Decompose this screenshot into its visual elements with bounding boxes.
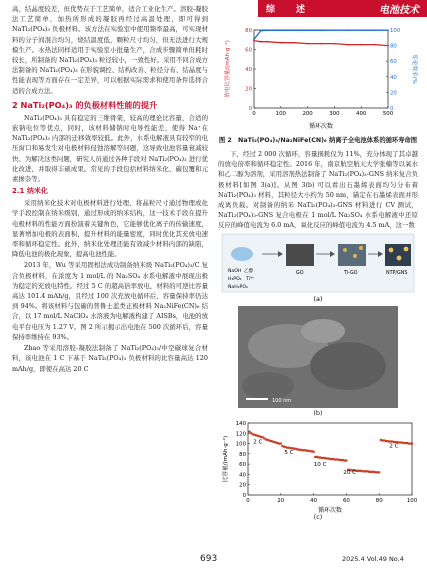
figure-2-cycle-life-chart [218, 24, 418, 134]
y-axis-label-right: 库伦效率/% [411, 54, 417, 84]
x-tick-label: 0 [252, 111, 256, 117]
data-point [334, 43, 336, 45]
y-tick-label-right: 20 [390, 90, 397, 97]
header-mark-2: 述 [296, 5, 306, 15]
section-heading: 2 NaTi₂(PO₄)₃ 的负极材料性能的提升 [12, 99, 158, 110]
data-point [293, 42, 295, 44]
x-tick-label: 60 [342, 497, 350, 504]
data-point [334, 29, 336, 31]
tem-region [242, 372, 294, 400]
data-point [320, 29, 322, 31]
particle [359, 246, 363, 250]
rate-annotation: 5 C [284, 449, 294, 456]
y-tick-label: 80 [239, 451, 246, 458]
journal-header-bar [258, 0, 427, 17]
data-point [387, 29, 389, 31]
data-point [360, 29, 362, 31]
y-tick-label-right: 100 [390, 28, 401, 34]
data-point [320, 43, 322, 45]
y-tick-label-left: 40 [245, 67, 252, 73]
data-point [267, 29, 269, 31]
x-axis-label: 循环次数 [308, 123, 334, 130]
data-point [293, 29, 295, 31]
data-point [267, 41, 269, 43]
x-tick-label: 20 [277, 497, 285, 504]
data-point [347, 44, 349, 46]
tem-region [310, 342, 386, 390]
figure-3c-rate-chart [218, 419, 418, 515]
particle [343, 248, 347, 252]
tem-region [301, 319, 345, 343]
paragraph: Zhao 等采用溶胶-凝胶法制备了 NaTi₂(PO₄)₃/中空碳球复合材料，该电池在 1 C 下基于 NaTi₂(PO₄)₃ 负极材料的比容量高达 120 mAh/g，即使在高达 20 C [12, 344, 208, 373]
particle [397, 255, 402, 260]
particle [404, 246, 409, 251]
tem-texture [238, 306, 398, 408]
paragraph: 下，经过 2 000 次循环，容量损耗仅为 11%，充分体现了其卓越的放电倍率和循环稳定性。2016 年，南京航空航天大学张楠等以氧水和乙二醇为溶剂，采用溶剂热法制备了 NaTi₂(PO₄)₃-GNS 纳米复合负极材料[如图 3(a)]。从图 3(b) 可以看出石墨烯表面均匀分布着 NaTi₂(PO₄)₃ 材料，其粒径大小约为 50 nm，锚定在石墨烯表面并形成离负载。对制备的纳米 NaTi₂(PO₄)₃-GNS 材料进行 CV 测试，NaTi₂(PO₄)₃-GNS 复合电极在 1 mol/L Na₂SO₄ 水系电解液中还原反应的峰值电流为 6.0 mA，氧化反应的峰值电流为 4.5 mA，这一数 [218, 150, 418, 230]
x-tick-label: 80 [375, 497, 383, 504]
right-column [218, 24, 418, 523]
paragraph: 2013 年，Wu 等采用固相法成功制备纳米级 NaTi₂(PO₄)₃/C 复合负极材料，在浓度为 1 mol/L 的 Na₂SO₄ 水系电解液中展现出极为稳定的充放电特性。经过 5 C 的超高倍率放电，材料的可逆比容量高达 101.4 mAh/g，且经过 100 次充放电循环后，容量保持率仍达到 94%。将该材料与包碳的普鲁士蓝类正极材料 Na₂NiFe(CN)₆ 结合，以 17 mol/L NaClO₄ 水溶液为电解液构建了 AISBs，电池的放电平台电压为 1.27 V。图 2 所示揭示出电池在 500 次循环后，容量保持率维持在 93%。 [12, 261, 208, 341]
reactant-beaker [231, 247, 253, 261]
paragraph: NaTi₂(PO₄)₃ 具有稳定的三维骨架，较高的理论比容量，合适的嵌钠电位等优点，同时，该材料储钠时电导性能差，使得 Na⁺在 NaTi₂(PO₄)₃ 内部的迁移效率较低。此外，水系电解液具有较窄的电压窗口和易发生对电极材料侵蚀溶解等问题，这导致电池容量衰减较快。为解决这类问题，研究人员通过各种手段对 NaTi₂(PO₄)₃ 进行优化改进，并取得丰硕成果。常见的手段包括材料纳米化、碳包覆和元素掺杂等。 [12, 113, 208, 184]
paragraph: 高、结晶度较差，但优势在于工艺简单，适合工业化生产。溶胶-凝胶法工艺简单，加热所形成的凝胶再经过高温处理，即可得到 NaTi₂(PO₄)₃ 负极材料。该方法在实验室中使用频率最高，可实现材料的分子间混合均匀，烧结温度低，颗粒尺寸均匀，但无法进行大规模生产。水热法同样适用于实验室小批量生产，合成步骤简单但耗时较长，所制备的 NaTi₂(PO₄)₃ 粒径较小，一致性好。采用不同合成方法制备的 NaTi₂(PO₄)₃ 在形貌调控、结构改善、粒径分布、结晶度与性能表现等方面存在一定差异，可以根据实际需求和使用条件选择合适的合成方法。 [12, 5, 208, 95]
paragraph: 采用纳米化技术对电极材料进行处理，将晶粒尺寸通过物理或化学手段控制在纳米级别，通过形成的纳米结构，这一技术手段在提升电极材料的性能方面扮演着关键角色，它能够优化离子的传输速度，显著增加电极的表面积，提升材料的能量密度，同时优化其充放电速率和循环稳定性。此外，纳米化处理还能有效减少材料内部的缺陷，降低电池的极化现象，提高电池性能。 [12, 199, 208, 259]
x-tick-label: 0 [246, 497, 250, 504]
data-point [253, 38, 255, 40]
schematic-label: H₃PO₄ [228, 276, 242, 282]
y-tick-label: 20 [239, 482, 246, 489]
left-column [12, 5, 208, 375]
schematic-label: Ti-GO [344, 270, 358, 276]
x-tick-label: 500 [382, 111, 394, 117]
data-point [387, 45, 389, 47]
rate-annotation: 20 C [343, 469, 357, 476]
data-point [260, 41, 262, 43]
y-tick-label-right: 80 [390, 43, 397, 50]
panel-label-a: (a) [313, 294, 323, 303]
figure-2-caption: 图 2 NaTi₂(PO₄)₃/Na₂NiFe(CN)₆ 纳离子全电池体系的循环寿命图 [218, 137, 418, 144]
figure-3a-synthesis-schematic [218, 232, 418, 304]
data-point [411, 442, 413, 444]
y-tick-label-left: 80 [245, 28, 252, 34]
x-tick-label: 300 [329, 111, 340, 117]
page-number: 693 [200, 554, 218, 564]
y-axis-label-left: 放电比容量/(mAh·g⁻¹) [225, 40, 231, 98]
data-point [360, 44, 362, 46]
data-point [374, 44, 376, 46]
scale-label: 100 nm [272, 397, 292, 404]
data-point [378, 471, 380, 473]
y-tick-label-right: 0 [390, 106, 394, 112]
x-tick-label: 40 [310, 497, 318, 504]
data-point [313, 450, 315, 452]
particle [353, 254, 357, 258]
schematic-label: 乙醇 [244, 268, 254, 274]
y-tick-label-right: 60 [390, 59, 397, 66]
y-tick-label-left: 0 [248, 106, 252, 112]
series-line-2 [254, 30, 388, 39]
x-axis-label: 循环次数 [317, 506, 343, 514]
data-point [260, 30, 262, 32]
y-tick-label: 60 [239, 461, 246, 468]
schematic-label: NaH₂PO₄ [228, 284, 248, 290]
subsection-heading: 2.1 纳米化 [12, 187, 48, 196]
y-tick-label-left: 60 [245, 47, 252, 54]
x-tick-label: 200 [302, 111, 313, 117]
data-point [345, 459, 347, 461]
go-sheet [286, 244, 314, 266]
schematic-label: GO [296, 270, 304, 276]
schematic-label: Ti⁴⁺ [246, 276, 255, 282]
y-axis-label: 比容量/(mAh·g⁻¹) [223, 435, 229, 482]
data-point [280, 29, 282, 31]
y-tick-label: 0 [242, 492, 246, 499]
data-point [307, 43, 309, 45]
schematic-label: NaOH [228, 268, 242, 274]
x-tick-label: 100 [275, 111, 286, 117]
y-tick-label: 40 [239, 472, 246, 479]
rate-annotation: 2 C [389, 443, 399, 450]
figure-3b-tem-image [238, 306, 398, 408]
data-point [280, 42, 282, 44]
rate-annotation: 10 C [313, 461, 327, 468]
journal-section-title: 电池技术 [379, 5, 419, 16]
y-tick-label: 100 [235, 441, 246, 448]
data-point [347, 29, 349, 31]
schematic-label: NTP/GNS [386, 270, 408, 276]
panel-label-b: (b) [313, 408, 323, 417]
y-tick-label: 120 [235, 430, 246, 437]
x-tick-label: 100 [406, 497, 418, 504]
data-point [374, 29, 376, 31]
particle [389, 247, 394, 252]
scale-bar [246, 398, 268, 400]
rate-annotation: 2 C [253, 439, 263, 446]
y-tick-label: 140 [235, 420, 246, 427]
issue-info: 2025.4 Vol.49 No.4 [342, 555, 404, 563]
panel-label-c: (c) [313, 512, 323, 521]
data-point [307, 29, 309, 31]
data-point [280, 442, 282, 444]
y-tick-label-left: 20 [245, 86, 252, 93]
x-tick-label: 400 [356, 111, 367, 117]
y-tick-label-right: 40 [390, 74, 397, 81]
header-mark-1: 综 [266, 5, 276, 15]
